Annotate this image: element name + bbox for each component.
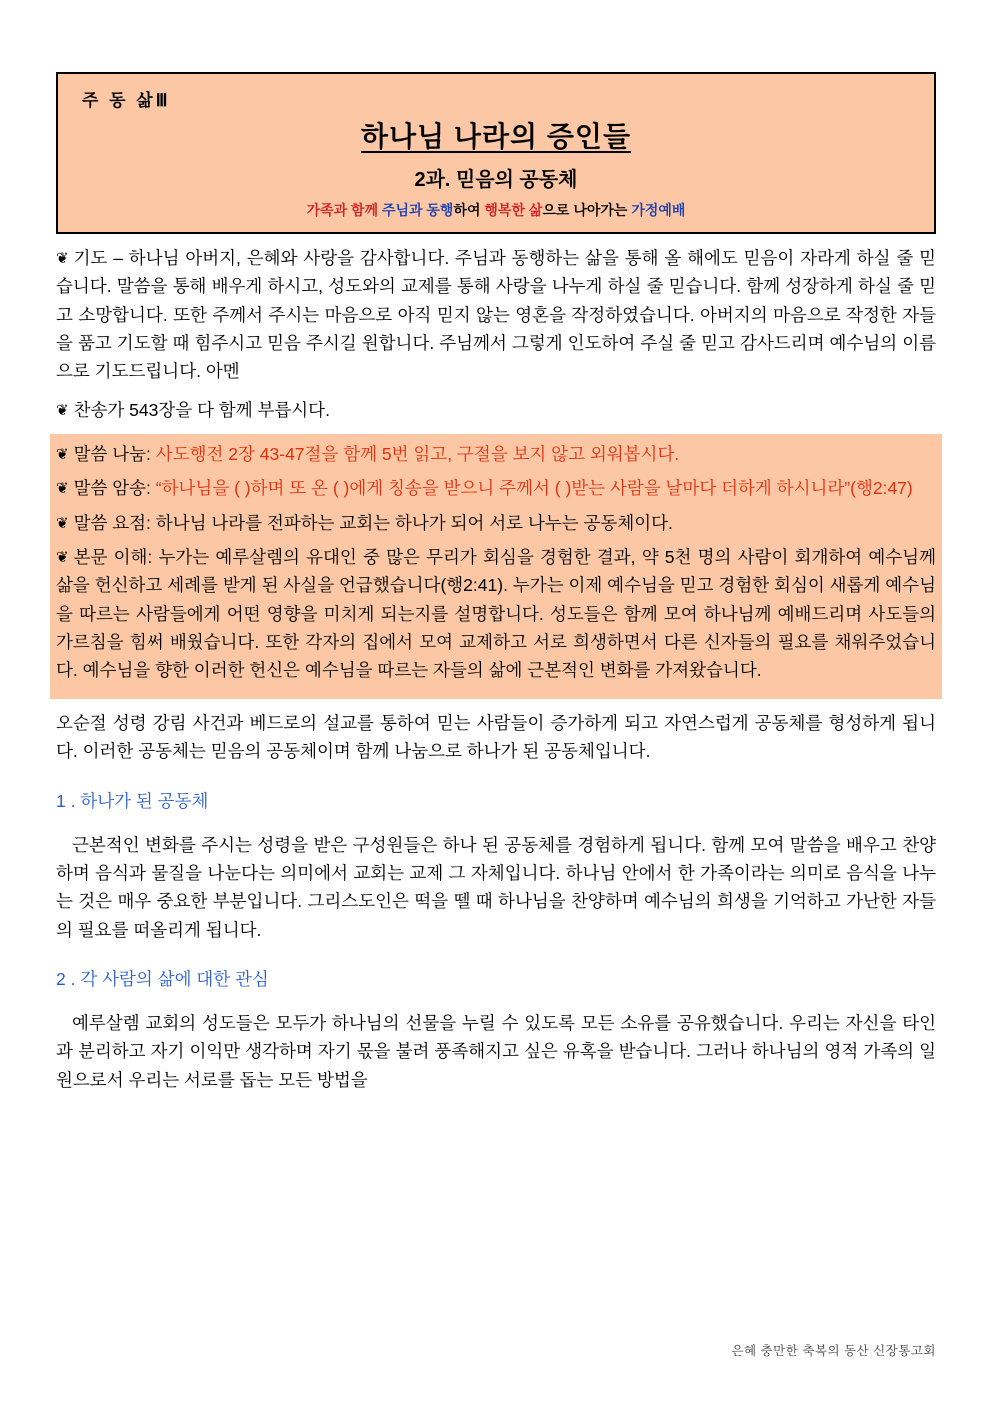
- section-1-paragraph: 근본적인 변화를 주시는 성령을 받은 구성원들은 하나 된 공동체를 경험하게 됩니다. 함께 모여 말씀을 배우고 찬양하며 음식과 물질을 나눈다는 의미에서 교회는 교제 그 자체입니다. 하나님 안에서 한 가족이라는 의미로 음식을 나누는 것은 매우 중요한 부분입니다. 그리스도인은 떡을 뗄 때 하나님을 찬양하며 예수님의 희생을 기억하고 가난한 자들의 필요를 떠올리게 됩니다.: [56, 834, 936, 940]
- tagline-part-3: 하여: [453, 202, 485, 218]
- summary-text: 하나님 나라를 전파하는 교회는 하나가 되어 서로 나누는 공동체이다.: [155, 512, 673, 533]
- tagline-part-1: 가족과 함께: [306, 202, 382, 218]
- page-title: 하나님 나라의 증인들: [361, 121, 631, 152]
- prayer-text: 기도 – 하나님 아버지, 은혜와 사랑을 감사합니다. 주님과 동행하는 삶을 통해 올 해에도 믿음이 자라게 하실 줄 믿습니다. 말씀을 통해 배우게 하시고, 성도와의 교제를 통해 사랑을 나누게 하실 줄 믿습니다. 함께 성장하게 하실 줄 믿고 소망합니다. 또한 주께서 주시는 마음으로 아직 믿지 않는 영혼을 작정하였습니다. 아버지의 마음으로 작정한 자들을 품고 기도할 때 힘주시고 믿음 주시길 원합니다. 주님께서 그렇게 인도하여 주실 줄 믿고 감사드리며 예수님의 이름으로 기도드립니다. 아멘: [56, 248, 936, 382]
- prayer-paragraph: [56, 244, 936, 386]
- word-share-label: 말씀 나눔:: [73, 444, 156, 465]
- after-block-paragraph: 오순절 성령 강림 사건과 베드로의 설교를 통하여 믿는 사람들이 증가하게 되고 자연스럽게 공동체를 형성하게 됩니다. 이러한 공동체는 믿음의 공동체이며 함께 나눔으로 하나가 된 공동체입니다.: [56, 712, 936, 762]
- hymn-paragraph: [56, 396, 936, 424]
- understanding-label: 본문 이해:: [73, 547, 159, 568]
- tagline-part-5: 으로 나아가는: [542, 202, 632, 218]
- series-tag: 주 동 삶Ⅲ: [82, 91, 171, 110]
- memorize-label: 말씀 암송:: [73, 478, 156, 499]
- hymn-text: 찬송가 543장을 다 함께 부릅시다.: [73, 399, 330, 420]
- flower-bullet-icon: ❦: [56, 480, 69, 498]
- page-footer: 은혜 충만한 축복의 동산 신장통고회: [731, 1344, 936, 1358]
- lesson-subtitle: 2과. 믿음의 공동체: [414, 169, 578, 191]
- tagline-part-6: 가정예배: [631, 202, 686, 218]
- highlighted-section: [50, 434, 942, 699]
- summary-label: 말씀 요점:: [73, 512, 156, 533]
- section-2-paragraph: 예루살렘 교회의 성도들은 모두가 하나님의 선물을 누릴 수 있도록 모든 소유를 공유했습니다. 우리는 자신을 타인과 분리하고 자기 이익만 생각하며 자기 몫을 불려 풍족해지고 싶은 유혹을 받습니다. 그러나 하나님의 영적 가족의 일원으로서 우리는 서로를 돕는 모든 방법을: [56, 1012, 936, 1090]
- flower-bullet-icon: ❦: [56, 250, 69, 267]
- understanding-paragraph: [56, 543, 936, 685]
- flower-bullet-icon: ❦: [56, 514, 69, 532]
- memorize-paragraph: [56, 474, 936, 502]
- memorize-text: “하나님을 ( )하며 또 온 ( )에게 칭송을 받으니 주께서 ( )받는 사람을 날마다 더하게 하시니라”(행2:47): [155, 478, 913, 499]
- tagline-part-2: 주님과 동행: [381, 202, 454, 218]
- tagline-part-4: 행복한 삶: [484, 202, 543, 218]
- section-1-heading: 1 . 하나가 된 공동체: [56, 790, 209, 811]
- word-share-paragraph: [56, 440, 936, 468]
- summary-paragraph: [56, 509, 936, 537]
- flower-bullet-icon: ❦: [56, 446, 69, 464]
- header-tagline: [72, 200, 920, 220]
- header-box: [56, 72, 936, 234]
- section-2-heading: 2 . 각 사람의 삶에 대한 관심: [56, 968, 269, 989]
- flower-bullet-icon: ❦: [56, 549, 69, 567]
- flower-bullet-icon: ❦: [56, 401, 69, 419]
- word-share-text: 사도행전 2장 43-47절을 함께 5번 읽고, 구절을 보지 않고 외워봅시다.: [155, 444, 680, 465]
- understanding-text: 누가는 예루살렘의 유대인 중 많은 무리가 회심을 경험한 결과, 약 5천 명의 사람이 회개하여 예수님께 삶을 헌신하고 세례를 받게 된 사실을 언급했습니다(행2:41). 누가는 이제 예수님을 믿고 경험한 회심이 새롭게 예수님을 따르는 사람들에게 어떤 영향을 미치게 되는지를 설명합니다. 성도들은 함께 모여 하나님께 예배드리며 사도들의 가르침을 힘써 배웠습니다. 또한 각자의 집에서 모여 교제하고 서로 희생하면서 다른 신자들의 필요를 채워주었습니다. 예수님을 향한 이러한 헌신은 예수님을 따르는 자들의 삶에 근본적인 변화를 가져왔습니다.: [56, 547, 936, 681]
